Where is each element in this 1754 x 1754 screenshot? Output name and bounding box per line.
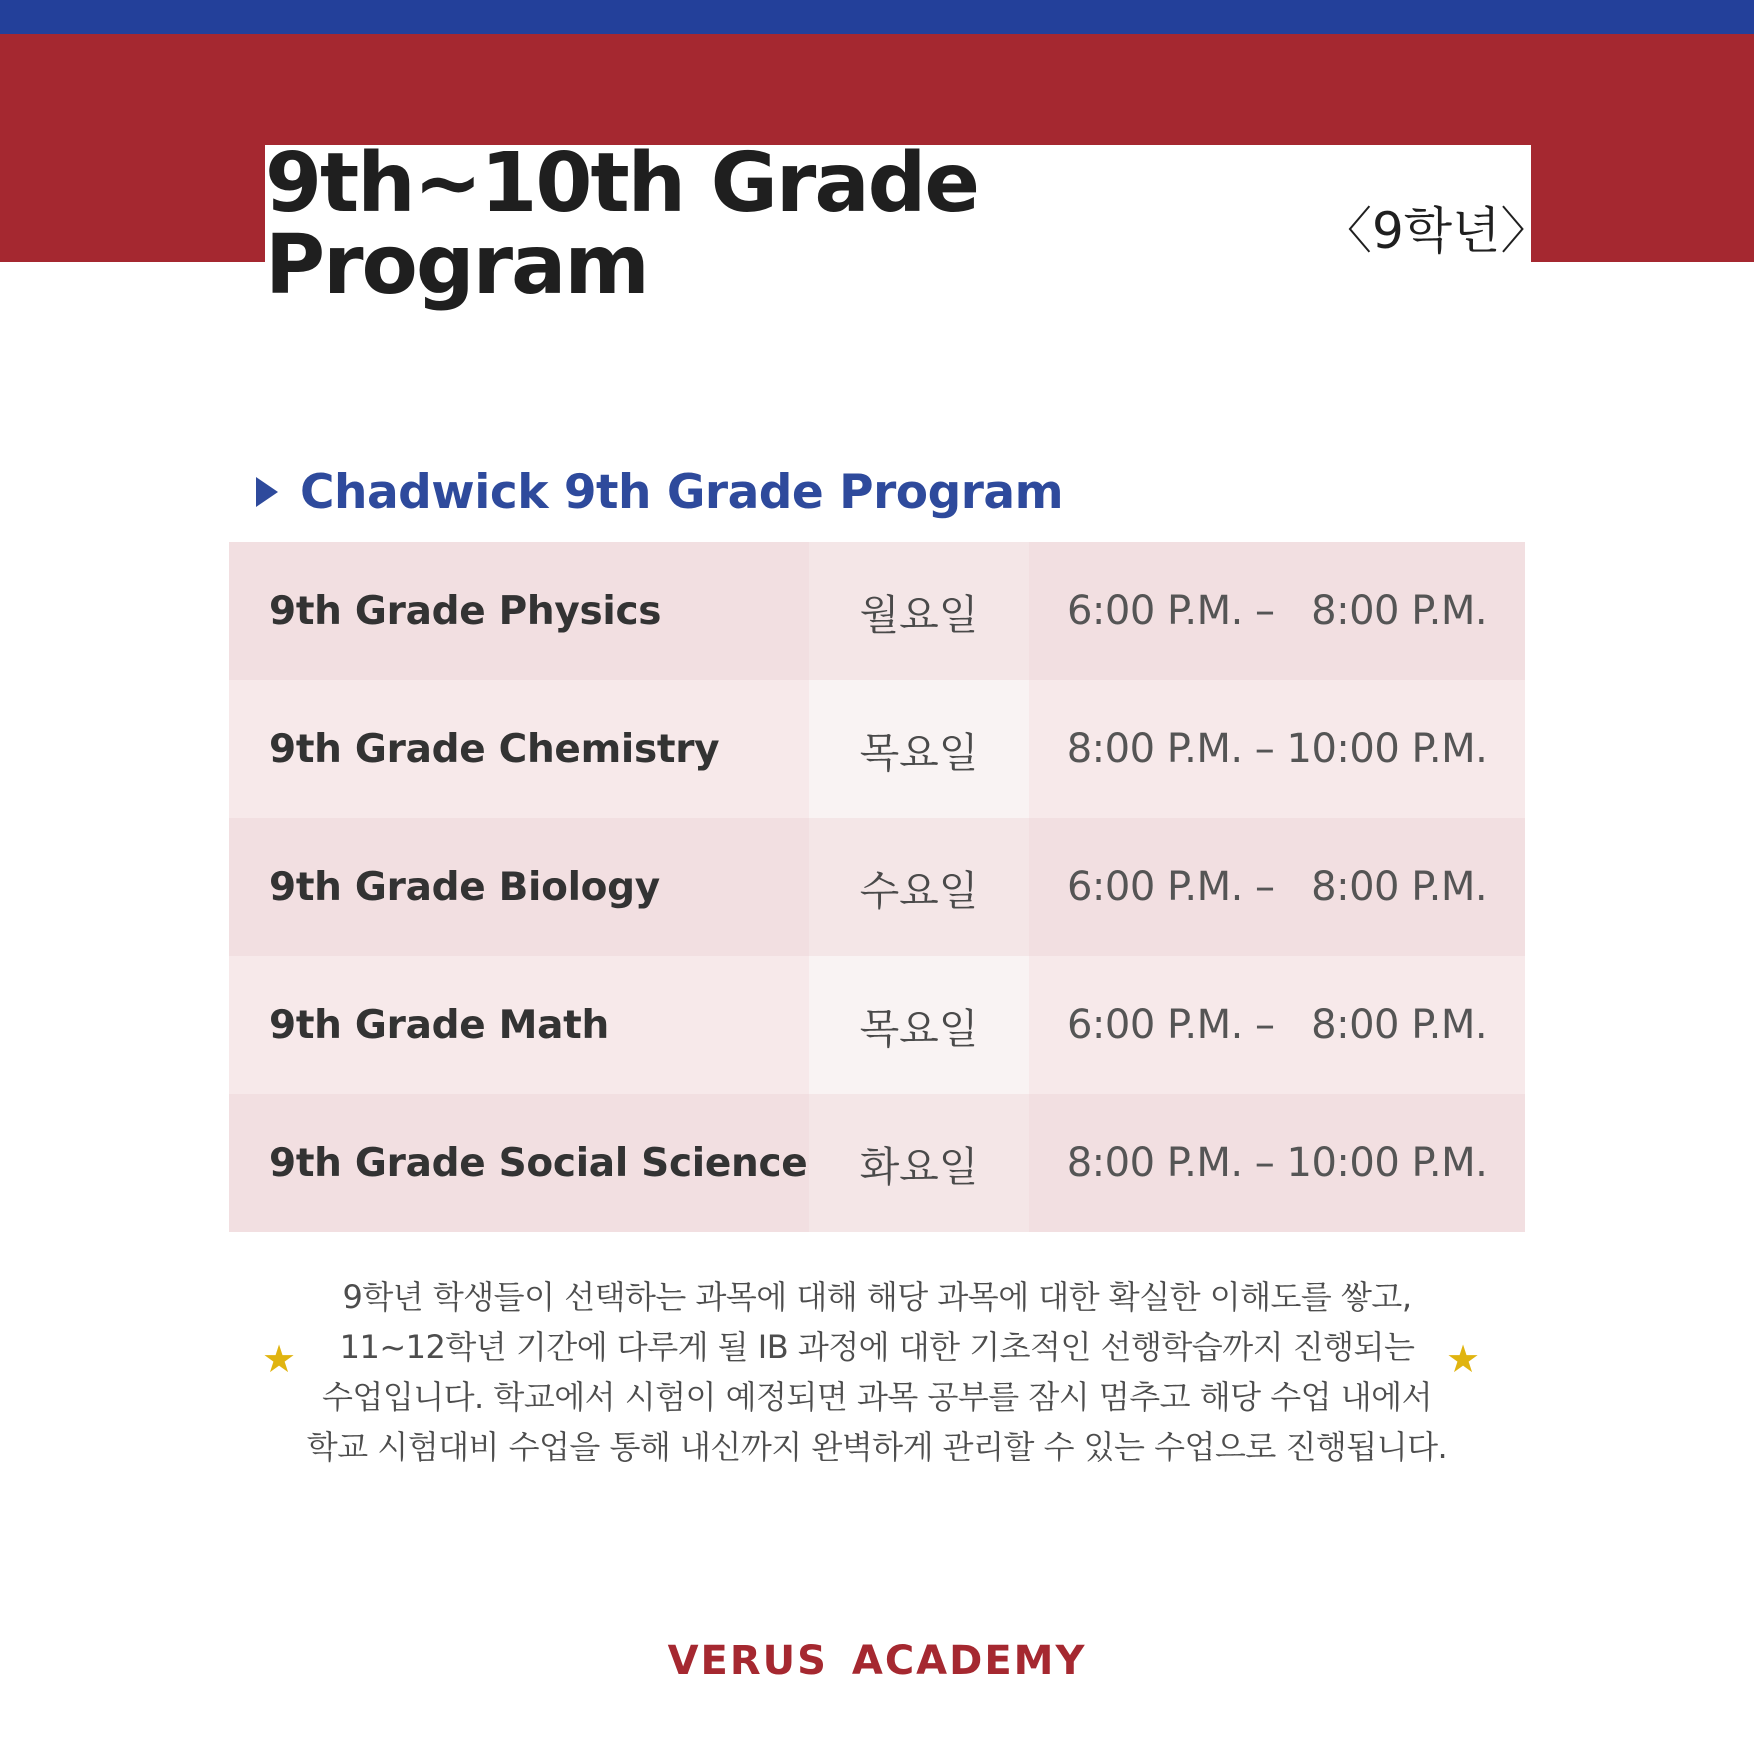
time-label: 8:00 P.M. – 10:00 P.M.	[1066, 1140, 1488, 1186]
table-row	[229, 818, 1525, 956]
page-title: 9th~10th Grade Program	[265, 136, 978, 313]
description	[300, 1272, 1454, 1472]
brand-footer: VERUS ACADEMY	[667, 1638, 1087, 1684]
day-label: 수요일	[859, 866, 979, 915]
subject-cell	[229, 680, 809, 818]
star-icon: ★	[262, 1337, 297, 1381]
description-line: 11~12학년 기간에 다루게 될 IB 과정에 대한 기초적인 선행학습까지 진행되는	[339, 1328, 1415, 1366]
section-heading	[256, 462, 1063, 522]
day-cell	[809, 818, 1029, 956]
schedule-table	[229, 542, 1525, 1232]
description-line: 9학년 학생들이 선택하는 과목에 대해 해당 과목에 대한 확실한 이해도를 쌓고,	[342, 1278, 1412, 1316]
top-blue-band	[0, 0, 1754, 34]
table-row	[229, 956, 1525, 1094]
day-label: 목요일	[859, 728, 979, 777]
subject-label: 9th Grade Biology	[269, 864, 660, 910]
subject-cell	[229, 542, 809, 680]
table-row	[229, 680, 1525, 818]
table-row	[229, 542, 1525, 680]
subject-cell	[229, 1094, 809, 1232]
time-label: 6:00 P.M. – 8:00 P.M.	[1066, 1002, 1488, 1048]
time-cell	[1029, 956, 1525, 1094]
time-cell	[1029, 818, 1525, 956]
day-label: 목요일	[859, 1004, 979, 1053]
description-line: 수업입니다. 학교에서 시험이 예정되면 과목 공부를 잠시 멈추고 해당 수업 내에서	[322, 1378, 1432, 1416]
day-cell	[809, 956, 1029, 1094]
time-label: 8:00 P.M. – 10:00 P.M.	[1066, 726, 1488, 772]
day-cell	[809, 680, 1029, 818]
time-label: 6:00 P.M. – 8:00 P.M.	[1066, 864, 1488, 910]
subject-cell	[229, 956, 809, 1094]
day-label: 화요일	[859, 1142, 979, 1191]
time-cell	[1029, 542, 1525, 680]
section-title: Chadwick 9th Grade Program	[300, 464, 1064, 520]
time-label: 6:00 P.M. – 8:00 P.M.	[1066, 588, 1488, 634]
day-label: 월요일	[859, 590, 979, 639]
day-cell	[809, 1094, 1029, 1232]
subject-label: 9th Grade Physics	[269, 588, 662, 634]
subject-label: 9th Grade Chemistry	[269, 726, 720, 772]
star-icon: ★	[1446, 1337, 1481, 1381]
subject-label: 9th Grade Math	[269, 1002, 609, 1048]
table-row	[229, 1094, 1525, 1232]
triangle-right-icon	[256, 477, 278, 507]
page-subtitle: 〈9학년〉	[1321, 202, 1551, 260]
time-cell	[1029, 1094, 1525, 1232]
time-cell	[1029, 680, 1525, 818]
subject-label: 9th Grade Social Science	[269, 1140, 808, 1186]
day-cell	[809, 542, 1029, 680]
title-card	[265, 136, 1551, 313]
subject-cell	[229, 818, 809, 956]
description-line: 학교 시험대비 수업을 통해 내신까지 완벽하게 관리할 수 있는 수업으로 진행됩니다.	[306, 1428, 1448, 1466]
